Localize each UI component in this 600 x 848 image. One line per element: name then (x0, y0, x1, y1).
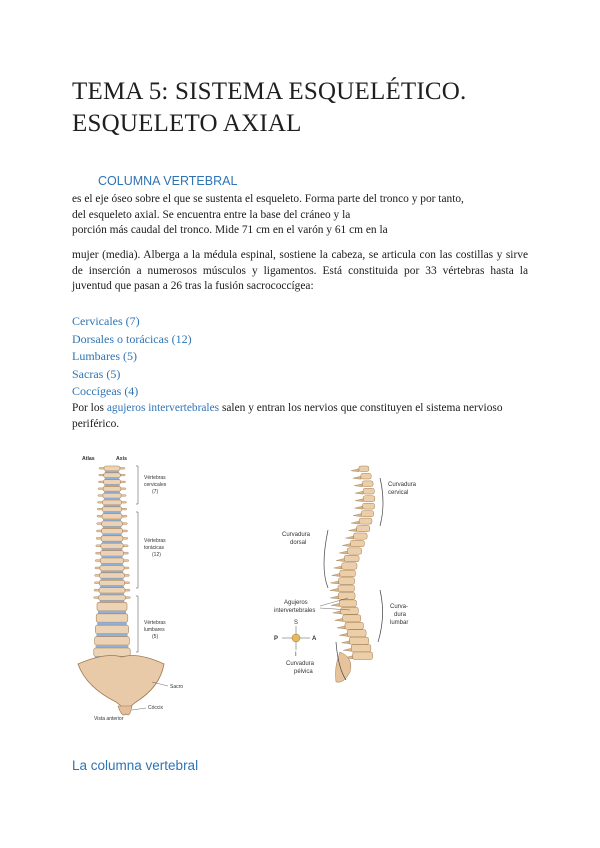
lateral-vertebra (361, 511, 373, 517)
orient-i: I (295, 652, 297, 658)
lateral-vertebra (343, 615, 361, 622)
spinous-process (354, 484, 362, 487)
paragraph-foramina (72, 401, 528, 432)
intro-line-1: es el eje óseo sobre el que se sustenta el esqueleto. Forma parte del tronco y por tanto, (72, 193, 464, 205)
vertebra-body (101, 551, 124, 556)
label-lumbar-1: Vértebras (144, 620, 166, 626)
spinous-process (333, 611, 341, 614)
vertebra-body (103, 480, 120, 485)
lateral-vertebra (353, 652, 373, 660)
vertebra-body (102, 514, 122, 519)
lateral-vertebra (341, 607, 359, 614)
intervertebral-disc (100, 586, 123, 588)
vertebra-body (103, 500, 122, 505)
spinous-process (349, 529, 357, 532)
vertebra-body (103, 493, 121, 498)
lateral-vertebra (350, 540, 364, 546)
spinous-process (339, 633, 347, 636)
foramina-link[interactable]: agujeros intervertebrales (106, 402, 220, 414)
spinous-process (341, 641, 349, 644)
intervertebral-disc (103, 512, 121, 514)
label-cervical-curve-1: Curvadura (388, 482, 417, 488)
spinous-process (330, 588, 338, 591)
lateral-vertebra (354, 533, 368, 539)
intervertebral-disc (97, 622, 127, 625)
vertebra-body (95, 637, 130, 645)
label-dorsal-curve-1: Curvadura (282, 532, 311, 538)
intervertebral-disc (96, 645, 129, 648)
page-title (72, 76, 542, 140)
label-sacrum: Sacro (170, 684, 184, 690)
lateral-vertebra (339, 578, 355, 585)
lateral-vertebra (351, 645, 371, 652)
lateral-vertebra (349, 637, 368, 644)
spine-anterior-illustration (66, 452, 196, 722)
lateral-vertebra (345, 622, 363, 629)
lateral-vertebra (359, 466, 369, 472)
spinous-process (331, 603, 339, 606)
lateral-vertebra (347, 548, 361, 554)
spinous-process (339, 551, 347, 554)
label-lumbar-curve-3: lumbar (390, 620, 409, 626)
label-pelvic-curve-2: pélvica (294, 669, 313, 675)
label-lumbar-curve-1: Curva- (390, 604, 409, 610)
lateral-vertebra (338, 585, 354, 592)
vertebrae-list (72, 313, 192, 401)
lateral-vertebra (344, 555, 359, 561)
spinous-process (346, 536, 354, 539)
orientation-compass (274, 620, 317, 658)
intro-line-2: del esqueleto axial. Se encuentra entre la base del cráneo y la (72, 208, 351, 221)
vertebra-body (102, 521, 123, 526)
vertebra-body (97, 602, 127, 610)
vertebra-body (101, 536, 123, 541)
spinous-process (331, 581, 339, 584)
label-atlas: Atlas (82, 456, 95, 462)
list-item-sacral[interactable]: Sacras (5) (72, 366, 121, 381)
label-pelvic-curve-1: Curvadura (286, 661, 315, 667)
spinous-process (355, 499, 363, 502)
vertebra-body (99, 580, 124, 585)
vertebra-body (104, 473, 121, 478)
label-axis: Axis (116, 456, 127, 462)
spinous-process (343, 648, 351, 651)
label-foramina-1: Agujeros (284, 600, 308, 606)
orient-a: A (312, 636, 317, 642)
intervertebral-disc (96, 634, 127, 637)
spinous-process (353, 514, 361, 517)
label-cervical-curve-2: cervical (388, 490, 409, 496)
lateral-vertebra (357, 526, 370, 532)
orient-p: P (274, 636, 279, 642)
lateral-vertebra (339, 600, 356, 607)
vertebra-body (101, 528, 122, 533)
spinous-process (355, 506, 363, 509)
spinous-process (351, 521, 359, 524)
label-thoracic-2: torácicas (144, 545, 165, 551)
spinous-process (334, 566, 342, 569)
spinous-process (353, 476, 361, 479)
label-lumbar-2: lumbares (144, 627, 165, 633)
spinous-process (351, 469, 359, 472)
foramina-text-before: Por los (72, 402, 107, 414)
list-item-coccygeal[interactable]: Coccígeas (4) (72, 384, 139, 398)
label-dorsal-curve-2: dorsal (290, 540, 307, 546)
label-anterior-view: Vista anterior (94, 716, 124, 722)
figure-caption: La columna vertebral (72, 758, 199, 773)
paragraph-description: mujer (media). Alberga a la médula espinal, sostiene la cabeza, se articula con las costillas y sirve de inserción a numerosos músculos y ligamentos. Está constituida por 33 vértebras hasta la juventud que pasan a 26 tras la fusión sacrococcígea: (72, 249, 528, 292)
title-line-2: ESQUELETO AXIAL (72, 110, 302, 137)
vertebra-body (100, 558, 124, 563)
label-cervical-2: cervicales (144, 482, 167, 488)
spinous-process (355, 491, 363, 494)
spinous-process (336, 559, 344, 562)
spinous-process (332, 573, 340, 576)
coccyx-shape (118, 706, 132, 715)
intro-line-3: porción más caudal del tronco. Mide 71 cm en el varón y 61 cm en la (72, 224, 388, 236)
vertebra-body (100, 565, 124, 570)
title-line-1: TEMA 5: SISTEMA ESQUELÉTICO. (72, 78, 467, 105)
lateral-vertebra (361, 473, 371, 479)
intervertebral-disc (98, 611, 126, 614)
lateral-vertebra (363, 503, 375, 509)
label-cervical-3: (7) (152, 489, 159, 495)
intervertebral-disc (102, 549, 122, 551)
label-coccyx: Cóccix (148, 705, 164, 711)
label-foramina-2: intervertebrales (274, 608, 316, 614)
label-thoracic-3: (12) (152, 552, 161, 558)
lateral-vertebra (363, 496, 375, 502)
lateral-vertebra (363, 488, 374, 494)
label-lumbar-3: (5) (152, 634, 159, 640)
spinous-process (337, 626, 345, 629)
vertebra-body (103, 486, 121, 491)
list-item-thoracic[interactable]: Dorsales o torácicas (12) (72, 331, 192, 346)
lateral-vertebra (347, 630, 366, 637)
vertebra-body (99, 588, 125, 593)
vertebra-body (95, 625, 128, 633)
vertebra-body (99, 595, 126, 600)
vertebra-body (102, 507, 122, 512)
label-thoracic-1: Vértebras (144, 538, 166, 544)
lateral-vertebra (342, 563, 357, 570)
section-heading: COLUMNA VERTEBRAL (98, 174, 238, 188)
vertebra-body (101, 543, 123, 548)
orient-s: S (294, 620, 299, 626)
spinous-process (342, 544, 350, 547)
spinous-process (330, 596, 338, 599)
list-item-lumbar[interactable]: Lumbares (5) (72, 349, 137, 363)
lateral-vertebra (359, 518, 372, 524)
sacrum-shape (78, 656, 164, 710)
spinous-process (335, 618, 343, 621)
vertebra-body (96, 614, 128, 622)
lateral-vertebra (340, 570, 356, 577)
lateral-vertebra (362, 481, 373, 487)
vertebra-body (100, 573, 125, 578)
list-item-cervical[interactable]: Cervicales (7) (72, 314, 140, 328)
foramina-text-after: salen y entran los nervios que constituyen el sistema nervioso periférico. (72, 402, 503, 430)
vertebra-body (104, 466, 120, 471)
vertebrae-stack (94, 466, 131, 659)
spine-lateral-illustration (270, 458, 450, 690)
label-cervical-1: Vértebras (144, 475, 166, 481)
paragraph-intro (72, 192, 528, 239)
label-lumbar-curve-2: dura (394, 612, 407, 618)
